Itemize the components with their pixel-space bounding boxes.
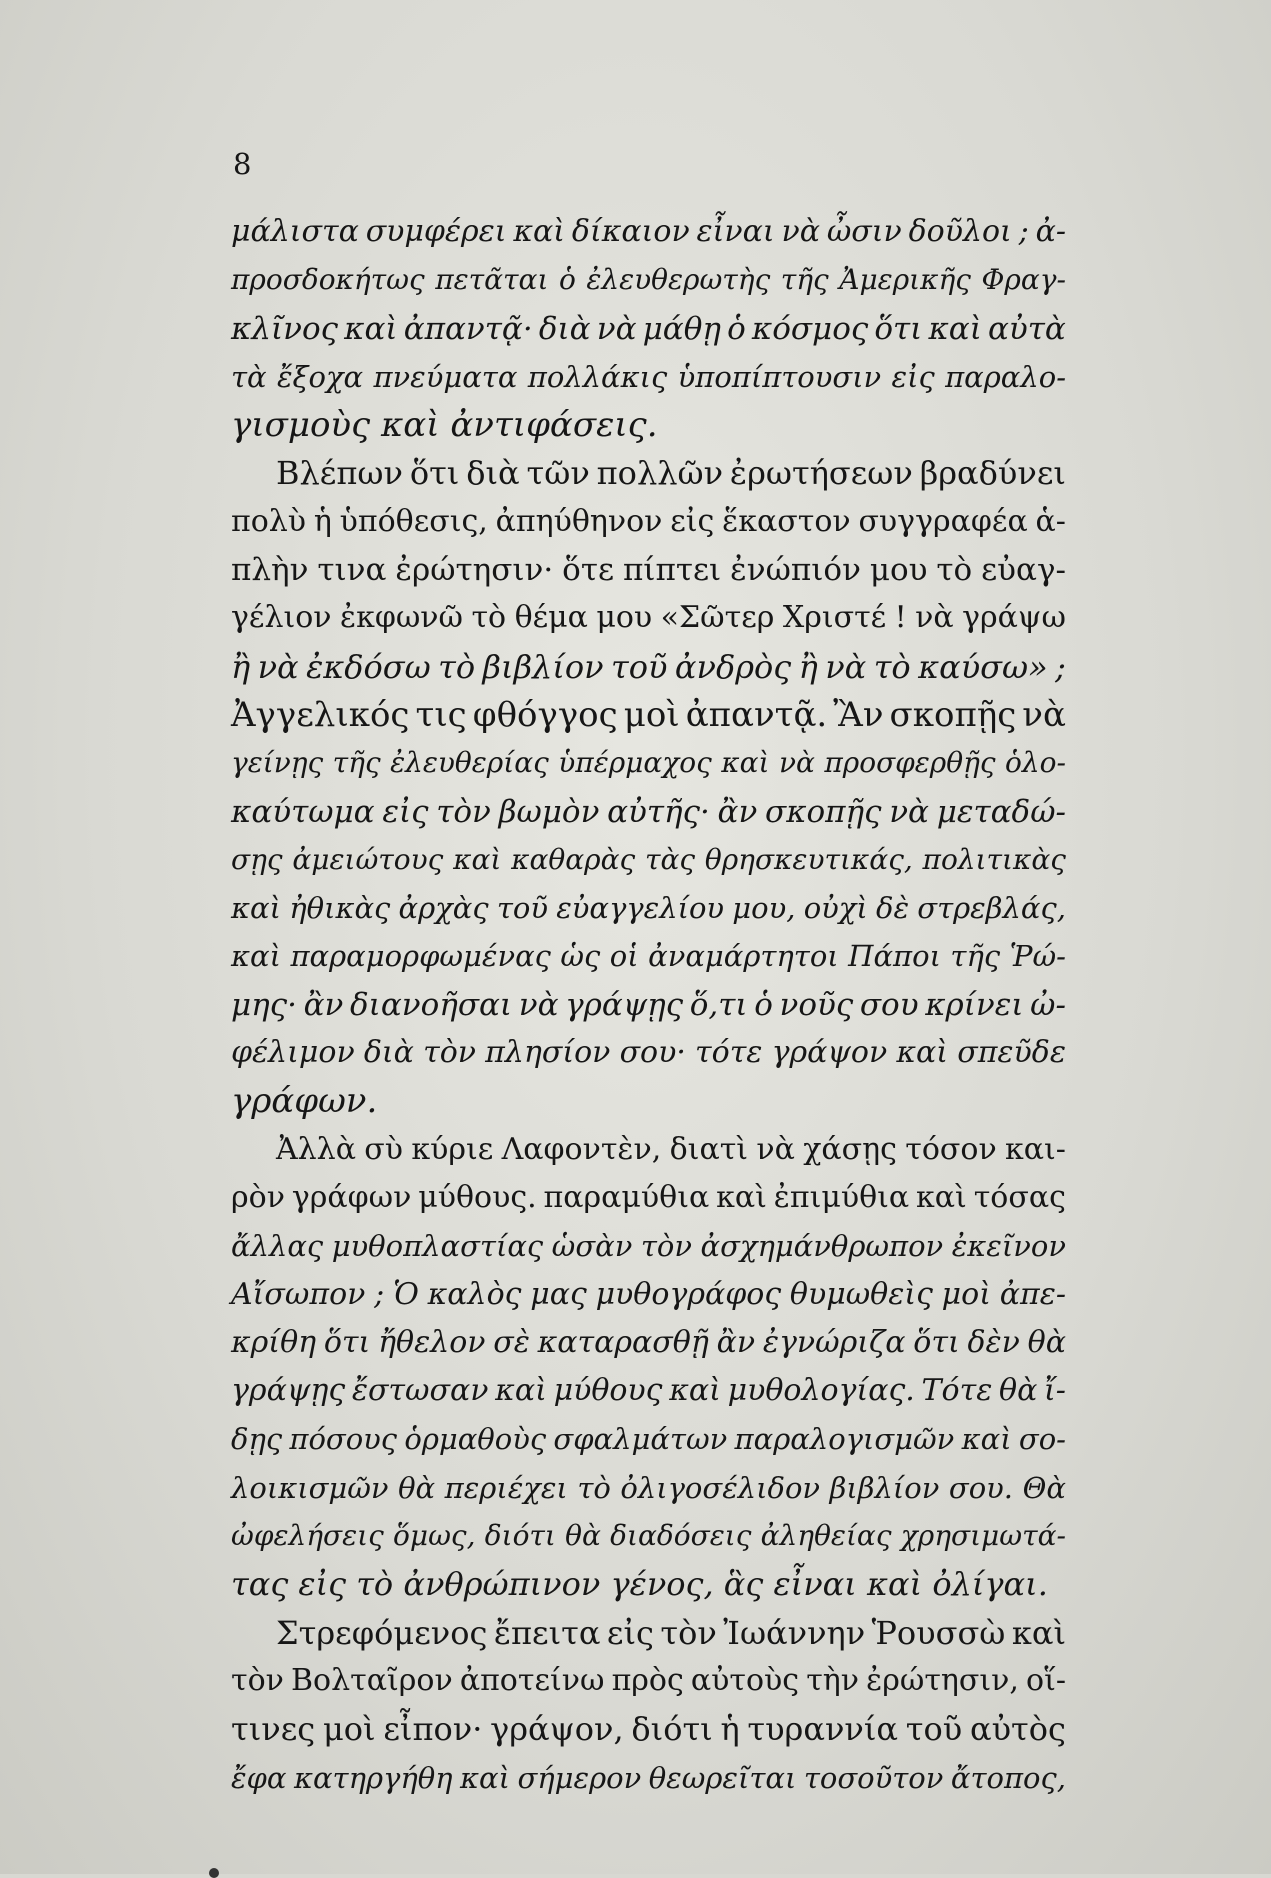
text-line: γράψῃς ἔστωσαν καὶ μύθους καὶ μυθολογίας. Τότε θὰ ἴ- bbox=[231, 1373, 1066, 1409]
text-line: πολὺ ἡ ὑπόθεσις, ἀπηύθηνον εἰς ἕκαστον συγγραφέα ἁ- bbox=[231, 503, 1066, 539]
page-number: 8 bbox=[233, 147, 252, 181]
text-line: Βλέπων ὅτι διὰ τῶν πολλῶν ἐρωτήσεων βραδύνει bbox=[276, 454, 1066, 493]
text-line: τινες μοὶ εἶπον· γράψον, διότι ἡ τυραννία τοῦ αὐτὸς bbox=[231, 1710, 1066, 1749]
text-line: γράφων. bbox=[231, 1081, 378, 1122]
text-line: καὶ παραμορφωμένας ὡς οἱ ἀναμάρτητοι Πάποι τῆς Ῥώ- bbox=[231, 939, 1066, 974]
text-line: γείνῃς τῆς ἐλευθερίας ὑπέρμαχος καὶ νὰ προσφερθῇς ὁλο- bbox=[231, 746, 1066, 780]
text-line: τὸν Βολταῖρον ἀποτείνω πρὸς αὐτοὺς τὴν ἐρώτησιν, οἵ- bbox=[231, 1662, 1066, 1698]
margin-dot-mark bbox=[209, 1868, 219, 1878]
text-line: Στρεφόμενος ἔπειτα εἰς τὸν Ἰωάννην Ῥουσσὼ καὶ bbox=[276, 1613, 1066, 1652]
text-line: φέλιμον διὰ τὸν πλησίον σου· τότε γράψον καὶ σπεῦδε bbox=[231, 1035, 1066, 1071]
text-line: ρὸν γράφων μύθους. παραμύθια καὶ ἐπιμύθια καὶ τόσας bbox=[231, 1179, 1066, 1215]
text-line: λοικισμῶν θὰ περιέχει τὸ ὀλιγοσέλιδον βιβλίον σου. Θὰ bbox=[231, 1470, 1066, 1505]
text-line: δῃς πόσους ὁρμαθοὺς σφαλμάτων παραλογισμῶν καὶ σο- bbox=[231, 1422, 1066, 1457]
text-line: καύτωμα εἰς τὸν βωμὸν αὐτῆς· ἂν σκοπῇς νὰ μεταδώ- bbox=[231, 793, 1066, 830]
text-line: ὠφελήσεις ὅμως, διότι θὰ διαδόσεις ἀληθείας χρησιμωτά- bbox=[231, 1519, 1066, 1553]
text-line: τας εἰς τὸ ἀνθρώπινον γένος, ἃς εἶναι καὶ ὀλίγαι. bbox=[231, 1565, 1048, 1604]
text-line: ἔφα κατηργήθη καὶ σήμερον θεωρεῖται τοσοῦτον ἄτοπος, bbox=[231, 1760, 1066, 1795]
text-line: μης· ἂν διανοῆσαι νὰ γράψῃς ὅ,τι ὁ νοῦς σου κρίνει ὠ- bbox=[231, 986, 1066, 1023]
text-line: Αἴσωπον ; Ὁ καλὸς μας μυθογράφος θυμωθεὶς μοὶ ἀπε- bbox=[231, 1276, 1066, 1312]
text-line: Ἀγγελικός τις φθόγγος μοὶ ἀπαντᾷ. Ἂν σκοπῇς νὰ bbox=[231, 694, 1066, 735]
text-line: τὰ ἔξοχα πνεύματα πολλάκις ὑποπίπτουσιν εἰς παραλο- bbox=[231, 359, 1066, 394]
text-line: κρίθη ὅτι ἤθελον σὲ καταρασθῇ ἂν ἐγνώριζα ὅτι δὲν θὰ bbox=[231, 1324, 1066, 1360]
text-line: σῃς ἀμειώτους καὶ καθαρὰς τὰς θρησκευτικάς, πολιτικὰς bbox=[231, 842, 1066, 876]
text-line: μάλιστα συμφέρει καὶ δίκαιον εἶναι νὰ ὦσιν δοῦλοι ; ἀ- bbox=[231, 214, 1066, 249]
text-line: ἄλλας μυθοπλαστίας ὡσὰν τὸν ἀσχημάνθρωπον ἐκεῖνον bbox=[231, 1229, 1066, 1264]
text-line: κλῖνος καὶ ἀπαντᾷ· διὰ νὰ μάθῃ ὁ κόσμος ὅτι καὶ αὐτὰ bbox=[231, 310, 1066, 347]
text-line: πλὴν τινα ἐρώτησιν· ὅτε πίπτει ἐνώπιόν μου τὸ εὐαγ- bbox=[231, 552, 1066, 589]
text-line: γισμοὺς καὶ ἀντιφάσεις. bbox=[231, 405, 658, 446]
text-line: καὶ ἠθικὰς ἀρχὰς τοῦ εὐαγγελίου μου, οὐχὶ δὲ στρεβλάς, bbox=[231, 891, 1066, 926]
text-line: προσδοκήτως πετᾶται ὁ ἐλευθερωτὴς τῆς Ἀμερικῆς Φραγ- bbox=[231, 263, 1066, 297]
text-line: γέλιον ἐκφωνῶ τὸ θέμα μου «Σῶτερ Χριστέ ! νὰ γράψω bbox=[231, 600, 1066, 636]
body-text bbox=[231, 208, 1066, 1802]
text-line: ἢ νὰ ἐκδόσω τὸ βιβλίον τοῦ ἀνδρὸς ἢ νὰ τὸ καύσω» ; bbox=[231, 647, 1066, 686]
text-line: Ἀλλὰ σὺ κύριε Λαφοντὲν, διατὶ νὰ χάσῃς τόσον και- bbox=[276, 1131, 1066, 1167]
